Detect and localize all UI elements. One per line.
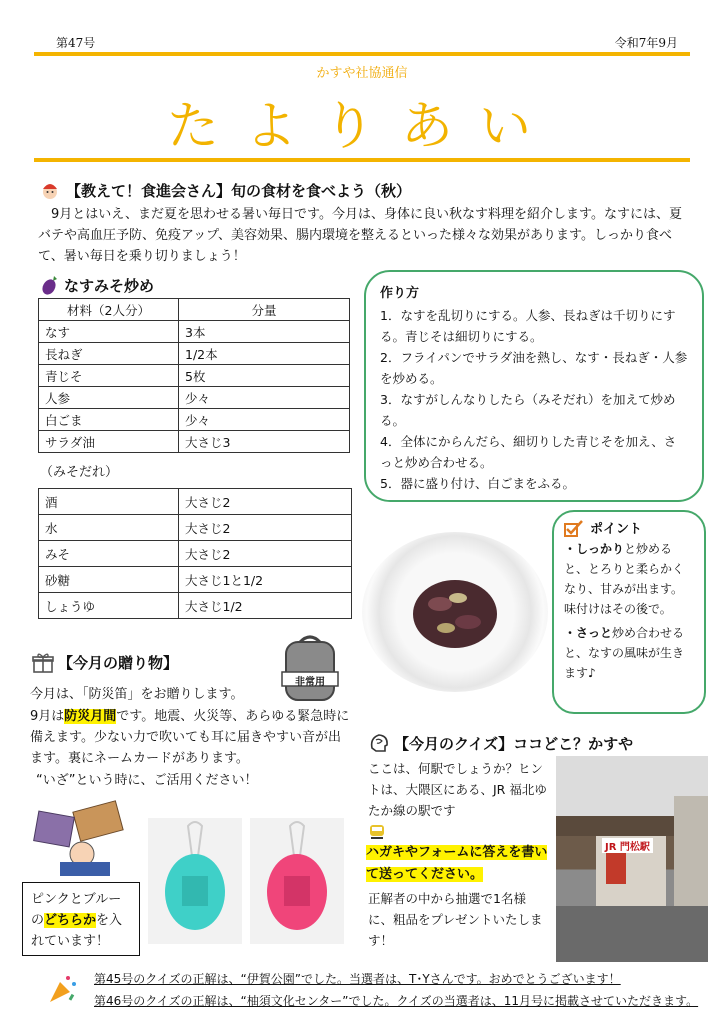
- party-popper-icon: [46, 972, 80, 1006]
- ingredient-name: なす: [39, 321, 179, 343]
- point-box: [552, 510, 706, 714]
- disaster-illustration: [30, 800, 134, 880]
- quiz-heading: [368, 732, 633, 754]
- chef-icon: [38, 178, 62, 202]
- ingredient-amount: 大さじ2: [179, 541, 352, 567]
- ingredient-amount: 3本: [179, 321, 350, 343]
- quiz-text: ここは、何駅でしょうか？ヒントは、大隈区にある、JR 福北ゆたか線の駅です: [368, 761, 547, 818]
- steps-box: [364, 270, 704, 502]
- point-text-1: [564, 539, 694, 619]
- recipe-title: [40, 274, 154, 296]
- newsletter-title: たよりあい: [166, 97, 557, 157]
- station-sign: JR 門松駅: [602, 838, 653, 853]
- newsletter-subtitle: かすや社協通信: [316, 66, 408, 81]
- ingredient-amount: 少々: [179, 409, 350, 431]
- top-rule: [34, 52, 690, 56]
- step-item: 1．なすを乱切りにする。人参、長ねぎは千切りにする。青じそは細切りにする。: [380, 308, 676, 344]
- dish-photo: [362, 532, 548, 692]
- checkbox-icon: [564, 519, 584, 537]
- point-bold-1: ・しっかり: [564, 542, 625, 556]
- title-rule: [34, 158, 690, 162]
- color-note-highlight: どちらか: [44, 913, 97, 928]
- answer-line-46: 第46号のクイズの正解は、“柚須文化センター”でした。クイズの当選者は、11月号に掲載させていただきます。: [94, 994, 699, 1008]
- answer-line-45: 第45号のクイズの正解は、“伊賀公園”でした。当選者は、T･Yさんです。おめでとうございます！: [94, 972, 621, 986]
- table-header-amount: 分量: [179, 299, 350, 321]
- person-under-boxes-icon: [30, 800, 134, 880]
- ingredient-amount: 大さじ2: [179, 515, 352, 541]
- color-note-pre: ピンクとブルーの: [31, 892, 122, 928]
- disaster-month-highlight: 防災月間: [64, 709, 117, 724]
- point-bold-2: ・さっと: [564, 626, 613, 640]
- ingredient-name: みそ: [39, 541, 179, 567]
- gift-heading: [32, 652, 178, 673]
- table-header-ingredient: 材料（2人分）: [39, 299, 179, 321]
- recipe-title-text: なすみそ炒め: [64, 276, 155, 295]
- ingredient-name: サラダ油: [39, 431, 179, 453]
- step-item: 5．器に盛り付け、白ごまをふる。: [380, 476, 575, 491]
- ingredient-name: 砂糖: [39, 567, 179, 593]
- table-row: [39, 387, 350, 409]
- table-row: [39, 489, 352, 515]
- issue-number: 第47号: [56, 36, 96, 50]
- ingredient-name: 酒: [39, 489, 179, 515]
- brain-head-icon: [368, 732, 390, 754]
- point-rest-1: と炒めると、とろりと柔らかくなり、甘みが出ます。味付けはその後で。: [564, 542, 685, 616]
- ingredient-name: 青じそ: [39, 365, 179, 387]
- station-photo: [556, 756, 708, 962]
- emergency-badge: 非常用: [295, 677, 325, 688]
- point-rest-2: 炒め合わせると、なすの風味が生きます♪: [564, 626, 685, 680]
- miso-table: [38, 488, 352, 619]
- food-intro: 9月とはいえ、まだ夏を思わせる暑い毎日です。今月は、身体に良い秋なす料理を紹介します。なすには、夏バテや高血圧予防、免疫アップ、美容効果、腸内環境を整えるといった様々な効果があります。しっかり食べて、暑い毎日を乗り切りましょう！: [38, 207, 682, 264]
- ingredient-name: 白ごま: [39, 409, 179, 431]
- step-item: 4．全体にからんだら、細切りした青じそを加え、さっと炒め合わせる。: [380, 434, 677, 470]
- table-row: [39, 409, 350, 431]
- table-row: [39, 515, 352, 541]
- gift-line-3: “いざ”という時に、ご活用ください！: [36, 773, 258, 788]
- quiz-highlight-text: ハガキやフォームに答えを書いて送ってください。: [366, 845, 548, 882]
- pink-whistle-photo: [250, 818, 344, 944]
- table-row: [39, 567, 352, 593]
- ingredient-amount: 大さじ1/2: [179, 593, 352, 619]
- gift-line-1: 今月は、「防災笛」をお贈りします。: [30, 687, 244, 702]
- train-icon: [368, 824, 386, 840]
- pink-whistle-image: [250, 818, 344, 944]
- gift-line-2-pre: 9月は: [30, 709, 65, 724]
- ingredient-amount: 大さじ3: [179, 431, 350, 453]
- ingredient-amount: 5枚: [179, 365, 350, 387]
- party-popper-illustration: [46, 972, 80, 1006]
- point-title-text: ポイント: [590, 522, 643, 537]
- gift-line-2-post: です。地震、火災等、あらゆる緊急時に備えます。少ない力で吹いても耳に届きやすい音が出ます。裏にネームカードがあります。: [30, 709, 350, 766]
- issue-date: 令和7年9月: [614, 36, 678, 50]
- table-row: [39, 593, 352, 619]
- ingredient-name: 人参: [39, 387, 179, 409]
- step-item: 3．なすがしんなりしたら（みそだれ）を加えて炒める。: [380, 392, 676, 428]
- ingredient-amount: 1/2本: [179, 343, 350, 365]
- blue-whistle-photo: [148, 818, 242, 944]
- table-row: [39, 343, 350, 365]
- eggplant-dish-image: [362, 532, 548, 692]
- table-row: [39, 541, 352, 567]
- quiz-heading-text: 【今月のクイズ】ココどこ？かすや: [394, 734, 634, 753]
- color-note-box: [22, 882, 140, 956]
- food-heading-text: 【教えて！食進会さん】旬の食材を食べよう（秋）: [66, 181, 412, 200]
- ingredient-amount: 少々: [179, 387, 350, 409]
- ingredient-name: 水: [39, 515, 179, 541]
- gift-heading-text: 【今月の贈り物】: [58, 654, 179, 672]
- point-text-2: [564, 623, 694, 683]
- train-icon-svg: [368, 824, 386, 840]
- ingredient-name: しょうゆ: [39, 593, 179, 619]
- point-title: [564, 518, 694, 537]
- quiz-closing: 正解者の中から抽選で1名様に、粗品をプレゼントいたします！: [368, 891, 543, 948]
- steps-title: 作り方: [380, 286, 420, 301]
- eggplant-icon: [40, 274, 60, 296]
- ingredient-amount: 大さじ1と1/2: [179, 567, 352, 593]
- gift-icon: [32, 653, 54, 673]
- station-image: [556, 756, 708, 962]
- gift-line-2: [30, 706, 350, 769]
- ingredient-amount: 大さじ2: [179, 489, 352, 515]
- quiz-highlight: [366, 842, 548, 886]
- table-header-row: [39, 299, 350, 321]
- miso-label: （みそだれ）: [40, 465, 119, 480]
- table-row: [39, 365, 350, 387]
- table-row: [39, 321, 350, 343]
- step-item: 2．フライパンでサラダ油を熱し、なす・長ねぎ・人参を炒める。: [380, 350, 688, 386]
- blue-whistle-image: [148, 818, 242, 944]
- table-row: [39, 431, 350, 453]
- ingredient-name: 長ねぎ: [39, 343, 179, 365]
- color-note-post: を入れています！: [31, 913, 123, 949]
- ingredients-table: [38, 298, 350, 453]
- food-heading: [38, 178, 411, 202]
